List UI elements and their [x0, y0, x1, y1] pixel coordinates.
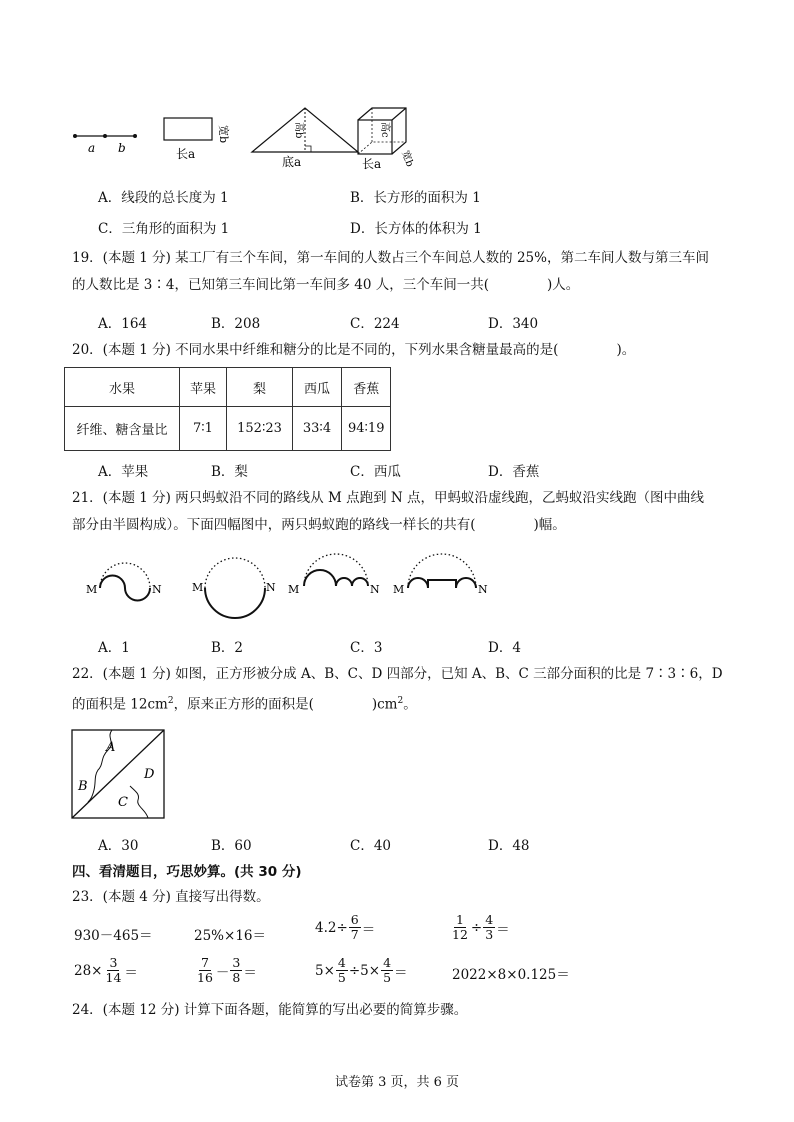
q21-line1: 21．(本题 1 分) 两只蚂蚁沿不同的路线从 M 点跑到 N 点，甲蚂蚁沿虚线跑，乙蚂蚁沿实线跑（图中曲线 — [72, 490, 704, 506]
q22-question — [72, 661, 752, 719]
calc-item: $\frac{7}{16}$ － $\frac{3}{8}$ ＝ — [197, 955, 257, 985]
table-cell: 7∶1 — [180, 407, 227, 451]
n-point-label: N — [152, 583, 162, 596]
q19-option-b[interactable]: B．208 — [211, 316, 261, 332]
route-figure-2 — [192, 558, 276, 618]
calc-item: 4.2÷ $\frac{6}{7}$ ＝ — [315, 912, 376, 942]
q20-question — [72, 337, 752, 364]
n-point-label: N — [478, 583, 488, 596]
q22-option-d[interactable]: D．48 — [488, 838, 530, 854]
section-4-heading: 四、看清题目，巧思妙算。(共 30 分) — [72, 864, 302, 880]
table-header-row — [65, 368, 391, 407]
table-cell: 94∶19 — [342, 407, 391, 451]
seg-b-label: b — [118, 141, 126, 155]
n-point-label: N — [370, 583, 380, 596]
fruit-ratio-table — [64, 367, 391, 451]
q22-line2: 的面积是 $12cm^2$，原来正方形的面积是( )$cm^2$。 — [72, 696, 417, 713]
q19-option-c[interactable]: C．224 — [350, 316, 400, 332]
rectangle-figure — [164, 118, 230, 161]
q18-option-a[interactable]: A．线段的总长度为 1 — [98, 190, 229, 206]
calc-item: 28× $\frac{3}{14}$ ＝ — [74, 955, 138, 985]
q20-line1: 20．(本题 1 分) 不同水果中纤维和糖分的比是不同的，下列水果含糖量最高的是( )。 — [72, 342, 636, 358]
cuboid-length-label: 长a — [362, 157, 382, 171]
table-header-cell: 西瓜 — [293, 368, 342, 407]
region-b-label: B — [78, 779, 88, 794]
q23-title: 23．(本题 4 分) 直接写出得数。 — [72, 889, 270, 905]
route-figure-4 — [393, 554, 488, 596]
q19-line1: 19．(本题 1 分) 某工厂有三个车间，第一车间的人数占三个车间总人数的 25%，第二车间人数与第三车间 — [72, 250, 709, 266]
q22-option-c[interactable]: C．40 — [350, 838, 392, 854]
q18-figures — [60, 100, 430, 175]
region-d-label: D — [144, 767, 155, 782]
q20-option-b[interactable]: B．梨 — [211, 464, 248, 480]
q22-line1: 22．(本题 1 分) 如图，正方形被分成 A、B、C、D 四部分，已知 A、B、C 三部分面积的比是 7∶3∶6，D — [72, 666, 723, 682]
calc-item: 930－465＝ — [74, 928, 153, 944]
q20-option-a[interactable]: A．苹果 — [98, 464, 149, 480]
table-cell: 152∶23 — [227, 407, 293, 451]
m-point-label: M — [288, 583, 300, 596]
segment-figure — [73, 134, 137, 155]
calc-item: 2022×8×0.125＝ — [452, 967, 570, 983]
table-cell: 纤维、糖含量比 — [65, 407, 180, 451]
q21-question — [72, 485, 752, 539]
m-point-label: M — [86, 583, 98, 596]
calc-item: $\frac{1}{12}$ ÷ $\frac{4}{3}$ ＝ — [452, 912, 510, 942]
region-c-label: C — [118, 795, 128, 810]
q21-option-d[interactable]: D．4 — [488, 640, 521, 656]
table-row — [65, 407, 391, 451]
q22-square-figure — [70, 728, 170, 823]
region-a-label: A — [106, 740, 116, 755]
route-figure-1 — [86, 563, 162, 600]
tri-height-label: 高b — [293, 122, 304, 139]
route-figure-3 — [288, 554, 380, 596]
m-point-label: M — [192, 581, 204, 594]
table-cell: 33∶4 — [293, 407, 342, 451]
q18-option-b[interactable]: B．长方形的面积为 1 — [350, 190, 481, 206]
q18-option-c[interactable]: C．三角形的面积为 1 — [98, 221, 230, 237]
q21-line2: 部分由半圆构成）。下面四幅图中，两只蚂蚁跑的路线一样长的共有( )幅。 — [72, 517, 566, 533]
cuboid-figure — [358, 108, 417, 171]
q19-line2: 的人数比是 3∶4，已知第三车间比第一车间多 40 人，三个车间一共( )人。 — [72, 277, 580, 293]
q21-ant-routes — [70, 548, 500, 628]
q22-option-a[interactable]: A．30 — [98, 838, 139, 854]
q20-option-d[interactable]: D．香蕉 — [488, 464, 540, 480]
q22-option-b[interactable]: B．60 — [211, 838, 252, 854]
q19-option-d[interactable]: D．340 — [488, 316, 539, 332]
triangle-figure — [252, 108, 358, 169]
q20-option-c[interactable]: C．西瓜 — [350, 464, 401, 480]
n-point-label: N — [266, 581, 276, 594]
table-header-cell: 苹果 — [180, 368, 227, 407]
calc-item: 25%×16＝ — [194, 928, 266, 944]
q21-option-c[interactable]: C．3 — [350, 640, 383, 656]
tri-base-label: 底a — [282, 155, 302, 169]
table-header-cell: 梨 — [227, 368, 293, 407]
q19-option-a[interactable]: A．164 — [98, 316, 148, 332]
q19-question — [72, 245, 752, 299]
table-header-cell: 香蕉 — [342, 368, 391, 407]
cuboid-width-label: 宽b — [399, 149, 416, 169]
q24-title: 24．(本题 12 分) 计算下面各题，能简算的写出必要的简算步骤。 — [72, 1002, 468, 1018]
calc-item: 5× $\frac{4}{5}$ ÷5× $\frac{4}{5}$ ＝ — [315, 955, 408, 985]
table-header-cell: 水果 — [65, 368, 180, 407]
cuboid-height-label: 高c — [379, 122, 390, 138]
rect-length-label: 长a — [176, 147, 196, 161]
q18-option-d[interactable]: D．长方体的体积为 1 — [350, 221, 482, 237]
m-point-label: M — [393, 583, 405, 596]
seg-a-label: a — [88, 141, 96, 155]
q21-option-a[interactable]: A．1 — [98, 640, 130, 656]
page-footer: 试卷第 3 页，共 6 页 — [334, 1075, 460, 1090]
q21-option-b[interactable]: B．2 — [211, 640, 244, 656]
rect-width-label: 宽b — [217, 125, 230, 144]
